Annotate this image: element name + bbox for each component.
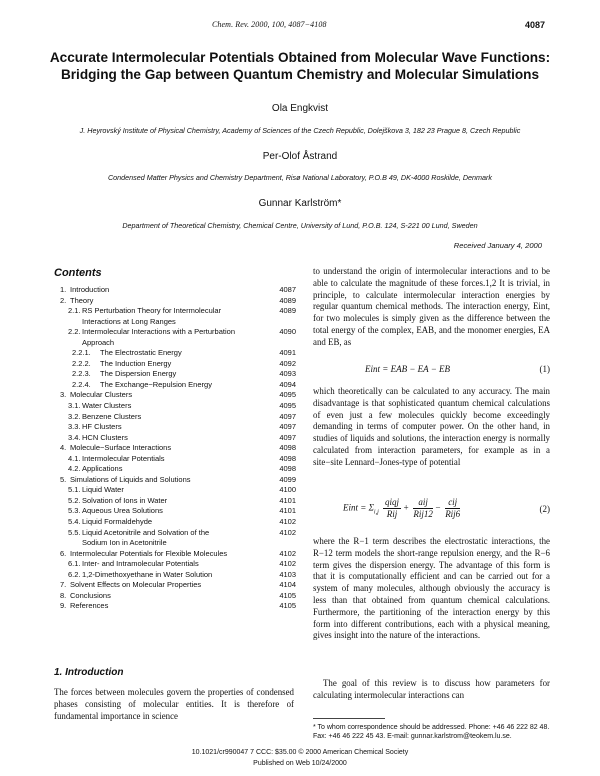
toc-entry-title: HF Clusters (82, 422, 122, 432)
toc-entry-page: 4103 (279, 569, 296, 579)
journal-reference: Chem. Rev. 2000, 100, 4087−4108 (212, 20, 327, 29)
toc-entry[interactable] (60, 422, 296, 433)
toc-entry-title: Applications (82, 464, 123, 474)
toc-entry[interactable] (60, 443, 296, 454)
author-affiliation: Department of Theoretical Chemistry, Chemical Centre, University of Lund, P.O.B. 124, S-221 00 Lund, Sweden (122, 221, 478, 230)
toc-entry-number: 5. (60, 474, 67, 484)
toc-entry-page: 4095 (279, 401, 296, 411)
author-name: Gunnar Karlström* (258, 198, 342, 209)
toc-entry-title: Water Clusters (82, 401, 132, 411)
toc-entry[interactable] (60, 338, 296, 349)
toc-entry-page: 4098 (279, 443, 296, 453)
toc-entry-page: 4087 (279, 285, 296, 294)
toc-entry-number: 6.1. (68, 559, 81, 569)
toc-entry[interactable] (60, 285, 296, 296)
toc-entry-page: 4101 (279, 495, 296, 505)
doi-line: 10.1021/cr990047 7 CCC: $35.00 © 2000 American Chemical Society (191, 749, 409, 756)
toc-entry-number: 2.2. (68, 327, 81, 337)
body-paragraph: to understand the origin of intermolecular interactions and to be able to calculate the magnitude of these forces.1,2 It is trivial, in principle, to calculate intermolecular interaction energies by regular quantum chemical methods. The interaction energy, Eint, for two molecules is simply given as the difference between the total energy of the complex, EAB, and the monomer energies, EA and EB, as (313, 266, 550, 347)
fraction-denominator: Rij (386, 509, 398, 519)
author-name: Per-Olof Åstrand (262, 151, 338, 162)
toc-entry-number: 7. (60, 580, 67, 590)
toc-entry[interactable] (60, 348, 296, 359)
toc-entry-title: Benzene Clusters (82, 411, 142, 421)
toc-entry[interactable] (60, 570, 296, 581)
body-paragraph: where the R−1 term describes the electrostatic interactions, the R−12 term models the short-range repulsion energy, and the R−6 term gives the dispersion energy. The advantage of this form is that it is computationally efficient and can be carried out for a system of many molecules, although obviously the accuracy is less than that obtained from quantum chemical calculations. Furthermore, the partitioning of the interaction energy by this form into different contributions, each with a physical meaning, gives insight into the nature of the interactions. (313, 536, 550, 641)
toc-entry-number: 3.1. (68, 401, 81, 411)
toc-entry-page: 4097 (279, 432, 296, 442)
toc-entry[interactable] (60, 359, 296, 370)
author-affiliation: J. Heyrovský Institute of Physical Chemistry, Academy of Sciences of the Czech Republic, Dolejškova 3, 182 23 Prague 8, Czech Republic (79, 126, 521, 135)
toc-entry-number: 3. (60, 390, 67, 400)
publication-date: Published on Web 10/24/2000 (253, 760, 347, 767)
toc-entry[interactable] (60, 528, 296, 539)
toc-entry[interactable] (60, 433, 296, 444)
toc-entry-number: 4. (60, 443, 67, 453)
toc-entry-number: 5.3. (68, 506, 81, 516)
toc-entry-title: Liquid Formaldehyde (82, 517, 153, 527)
received-date: Received January 4, 2000 (453, 241, 542, 250)
toc-entry-page: 4093 (279, 369, 296, 379)
fraction-denominator: Rij12 (413, 509, 433, 519)
fraction-numerator: qiqj (385, 497, 400, 507)
toc-entry[interactable] (60, 549, 296, 560)
toc-entry-number: 6. (60, 548, 67, 558)
toc-entry-number: 6.2. (68, 569, 81, 579)
toc-entry[interactable] (60, 454, 296, 465)
toc-entry[interactable] (60, 496, 296, 507)
toc-entry-title: Intermolecular Potentials for Flexible Molecules (70, 548, 228, 558)
author-name: Ola Engkvist (271, 103, 329, 114)
toc-entry-number: 2.2.4. (72, 379, 91, 389)
toc-entry-title: Introduction (70, 285, 110, 294)
equation-1-body: Eint = EAB − EA − EB (365, 364, 451, 374)
toc-entry-number: 5.4. (68, 517, 81, 527)
toc-entry[interactable] (60, 601, 296, 612)
toc-entry[interactable] (60, 475, 296, 486)
toc-entry-number: 5.2. (68, 495, 81, 505)
equation-2-body: Eint = $\Sigma_{i,j}$ $\frac{\text{qiqj}}{\text{Rij}}$ + $\frac{\text{aij}}{\text{Rij12}}$ − $\frac{\text{cij}}{\text{Rij6}}$ (343, 497, 461, 519)
toc-entry-page: 4095 (279, 390, 296, 400)
toc-entry-number: 3.3. (68, 422, 81, 432)
toc-entry-title: Conclusions (70, 590, 111, 600)
toc-entry-page: 4102 (279, 527, 296, 537)
toc-entry-title: The Electrostatic Energy (100, 348, 182, 358)
toc-entry-title: Theory (70, 295, 94, 305)
toc-entry[interactable] (60, 538, 296, 549)
toc-entry[interactable] (60, 401, 296, 412)
body-paragraph: The goal of this review is to discuss how parameters for calculating intermolecular interactions can (313, 678, 550, 700)
title-line-1: Accurate Intermolecular Potentials Obtained from Molecular Wave Functions: (49, 50, 551, 65)
footnote-rule (313, 718, 385, 719)
toc-entry-number: 5.1. (68, 485, 81, 495)
toc-entry-title: The Induction Energy (100, 358, 172, 368)
toc-entry-page: 4102 (279, 517, 296, 527)
toc-entry-page: 4105 (279, 601, 296, 611)
toc-entry-title: Approach (82, 337, 115, 347)
equation-1 (313, 364, 550, 378)
toc-entry-page: 4094 (279, 379, 296, 389)
toc-entry-title: Liquid Water (82, 485, 124, 495)
equation-2-lhs: Eint = Σ (343, 502, 374, 513)
toc-entry-number: 2.2.2. (72, 358, 91, 368)
author-affiliation: Condensed Matter Physics and Chemistry Department, Risø National Laboratory, P.O.B 49, DK-4000 Roskilde, Denmark (107, 173, 493, 182)
toc-entry-page: 4098 (279, 453, 296, 463)
table-of-contents (60, 285, 296, 612)
toc-entry-page: 4098 (279, 464, 296, 474)
toc-entry-title: Solvent Effects on Molecular Properties (70, 580, 202, 590)
toc-entry-number: 3.2. (68, 411, 81, 421)
introduction-heading: 1. Introduction (54, 667, 124, 678)
toc-entry-page: 4090 (279, 327, 296, 337)
toc-entry-title: Interactions at Long Ranges (82, 316, 176, 326)
toc-entry-title: 1,2-Dimethoxyethane in Water Solution (82, 569, 213, 579)
introduction-paragraph: The forces between molecules govern the properties of condensed phases consisting of molecular entities. It is therefore of fundamental importance in science (54, 687, 294, 721)
toc-entry[interactable] (60, 517, 296, 528)
toc-entry-title: References (70, 601, 109, 611)
equation-2-number: (2) (539, 504, 550, 514)
toc-entry[interactable] (60, 412, 296, 423)
title-line-2: Bridging the Gap between Quantum Chemistry and Molecular Simulations (60, 67, 540, 82)
toc-entry-page: 4092 (279, 358, 296, 368)
toc-entry-title: Liquid Acetonitrile and Solvation of the (82, 527, 210, 537)
toc-entry-number: 2.2.3. (72, 369, 91, 379)
fraction (383, 497, 401, 520)
toc-entry[interactable] (60, 464, 296, 475)
toc-entry[interactable] (60, 369, 296, 380)
toc-entry-title: Intermolecular Potentials (82, 453, 165, 463)
toc-entry-number: 2. (60, 295, 67, 305)
toc-entry-number: 3.4. (68, 432, 81, 442)
equation-2-sum-index: i,j (373, 509, 379, 516)
toc-entry-page: 4104 (279, 580, 296, 590)
toc-entry-number: 1. (60, 285, 67, 294)
toc-entry-title: Aqueous Urea Solutions (82, 506, 163, 516)
toc-entry-number: 2.1. (68, 306, 81, 316)
toc-entry-number: 4.1. (68, 453, 81, 463)
toc-entry-title: Intermolecular Interactions with a Perturbation (82, 327, 235, 337)
equation-1-number: (1) (539, 364, 550, 374)
fraction-numerator: cij (445, 497, 460, 509)
toc-entry-number: 5.5. (68, 527, 81, 537)
toc-entry-page: 4091 (279, 348, 296, 358)
toc-entry-page: 4089 (279, 306, 296, 316)
article-title (40, 49, 560, 83)
toc-entry-title: Inter- and Intramolecular Potentials (82, 559, 199, 569)
toc-entry-page: 4089 (279, 295, 296, 305)
toc-entry-title: Sodium Ion in Acetonitrile (82, 538, 167, 548)
toc-entry[interactable] (60, 317, 296, 328)
toc-entry-page: 4105 (279, 590, 296, 600)
toc-entry-page: 4102 (279, 548, 296, 558)
toc-entry-page: 4097 (279, 422, 296, 432)
toc-entry-title: Molecule−Surface Interactions (70, 443, 172, 453)
fraction (413, 497, 433, 520)
toc-entry[interactable] (60, 559, 296, 570)
toc-entry-title: The Exchange−Repulsion Energy (100, 379, 212, 389)
toc-entry-page: 4097 (279, 411, 296, 421)
toc-entry[interactable] (60, 380, 296, 391)
toc-entry-title: Molecular Clusters (70, 390, 133, 400)
page-number: 4087 (524, 20, 545, 30)
toc-entry[interactable] (60, 580, 296, 591)
toc-entry-title: Solvation of Ions in Water (82, 495, 168, 505)
toc-entry-page: 4101 (279, 506, 296, 516)
toc-entry[interactable] (60, 390, 296, 401)
toc-entry[interactable] (60, 327, 296, 338)
toc-entry-number: 4.2. (68, 464, 81, 474)
toc-entry[interactable] (60, 485, 296, 496)
toc-entry[interactable] (60, 506, 296, 517)
toc-entry-title: RS Perturbation Theory for Intermolecular (82, 306, 222, 316)
correspondence-footnote: * To whom correspondence should be addressed. Phone: +46 46 222 82 48. Fax: +46 46 222 45 43. E-mail: gunnar.karlstrom@teokem.lu.se. (313, 724, 550, 740)
toc-entry-number: 9. (60, 601, 67, 611)
toc-entry-title: HCN Clusters (82, 432, 128, 442)
toc-entry[interactable] (60, 591, 296, 602)
toc-entry-page: 4102 (279, 559, 296, 569)
fraction-numerator: aij (413, 497, 433, 509)
contents-heading: Contents (54, 267, 102, 279)
toc-entry-number: 8. (60, 590, 67, 600)
body-paragraph: which theoretically can be calculated to any accuracy. The main disadvantage is that sophisticated quantum chemical calculations of even just a few molecules quickly become exceedingly demanding in terms of computer power. On the other hand, in studies of liquids and solutions, the interaction energy is normally calculated from interaction parameters, for example as in a site−site Lennard−Jones-type of potential (313, 386, 550, 467)
toc-entry-number: 2.2.1. (72, 348, 91, 358)
toc-entry-title: Simulations of Liquids and Solutions (70, 474, 191, 484)
equation-2 (313, 494, 550, 528)
toc-entry-title: The Dispersion Energy (100, 369, 177, 379)
toc-entry-page: 4100 (279, 485, 296, 495)
toc-entry-page: 4099 (279, 474, 296, 484)
fraction-denominator: Rij6 (445, 509, 461, 519)
toc-entry[interactable] (60, 296, 296, 307)
fraction (445, 497, 460, 520)
toc-entry[interactable] (60, 306, 296, 317)
